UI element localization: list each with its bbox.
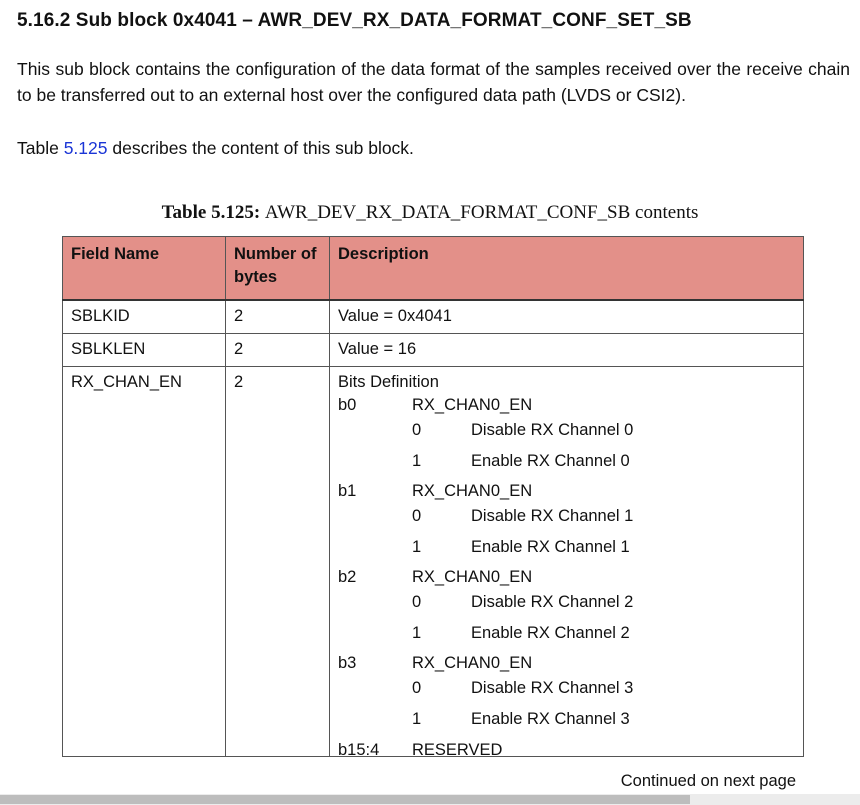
intro-paragraph: This sub block contains the configuration of the data format of the samples received over the receive chain to be transferred out to an external host over the configured data path (LVDS or CSI2). (17, 59, 850, 105)
bit-value-description: Enable RX Channel 1 (471, 538, 630, 556)
bit-name: RX_CHAN0_EN (412, 568, 533, 586)
cell-description: Value = 0x4041 (330, 300, 804, 334)
header-field-name: Field Name (63, 237, 226, 301)
bit-value-description: Disable RX Channel 0 (471, 421, 634, 439)
bit-value: 0 (412, 507, 422, 525)
bit-label: b15:4 (338, 741, 380, 759)
cell-description: Value = 16 (330, 334, 804, 367)
cell-field: SBLKID (63, 300, 226, 334)
bit-name: RX_CHAN0_EN (412, 654, 533, 672)
cell-bytes: 2 (226, 300, 330, 334)
cell-field: RX_CHAN_EN (63, 367, 226, 757)
cell-description-bits (330, 367, 804, 757)
bit-value: 1 (412, 452, 422, 470)
ref-prefix: Table (17, 138, 64, 158)
table-row (63, 334, 804, 367)
table-link[interactable]: 5.125 (63, 138, 108, 158)
bit-name: RESERVED (412, 741, 503, 759)
continued-note: Continued on next page (620, 772, 796, 790)
bit-label: b3 (338, 654, 357, 672)
bit-value: 0 (412, 421, 422, 439)
bit-value-description: Enable RX Channel 0 (471, 452, 630, 470)
content-table (62, 236, 804, 757)
bit-value-description: Enable RX Channel 3 (471, 710, 630, 728)
bit-value-description: Enable RX Channel 2 (471, 624, 630, 642)
bit-label: b1 (338, 482, 357, 500)
caption-label: Table 5.125: (161, 202, 261, 223)
section-heading: 5.16.2 Sub block 0x4041 – AWR_DEV_RX_DATA_FORMAT_CONF_SET_SB (17, 10, 692, 31)
header-description: Description (330, 237, 804, 301)
caption-text: AWR_DEV_RX_DATA_FORMAT_CONF_SB contents (264, 202, 699, 223)
bit-value: 0 (412, 679, 422, 697)
bit-name: RX_CHAN0_EN (412, 482, 533, 500)
bits-definition-title: Bits Definition (338, 373, 439, 391)
bit-value: 1 (412, 710, 422, 728)
bit-value-description: Disable RX Channel 3 (471, 679, 634, 697)
bit-value: 1 (412, 538, 422, 556)
table-caption (0, 202, 860, 224)
bit-label: b2 (338, 568, 357, 586)
bit-value: 0 (412, 593, 422, 611)
table-reference-line (17, 135, 850, 161)
table-header-row (63, 237, 804, 301)
header-number-of-bytes: Number of bytes (226, 237, 330, 301)
cell-bytes: 2 (226, 334, 330, 367)
bit-label: b0 (338, 396, 357, 414)
table-row (63, 300, 804, 334)
bit-value-description: Disable RX Channel 1 (471, 507, 634, 525)
bit-value: 1 (412, 624, 422, 642)
bit-name: RX_CHAN0_EN (412, 396, 533, 414)
scrollbar-thumb[interactable] (0, 795, 690, 804)
bits-definition-block (330, 367, 803, 759)
table-row (63, 367, 804, 757)
cell-field: SBLKLEN (63, 334, 226, 367)
cell-bytes: 2 (226, 367, 330, 757)
horizontal-scrollbar[interactable] (0, 794, 860, 805)
ref-suffix: describes the content of this sub block. (107, 138, 414, 158)
bit-value-description: Disable RX Channel 2 (471, 593, 634, 611)
